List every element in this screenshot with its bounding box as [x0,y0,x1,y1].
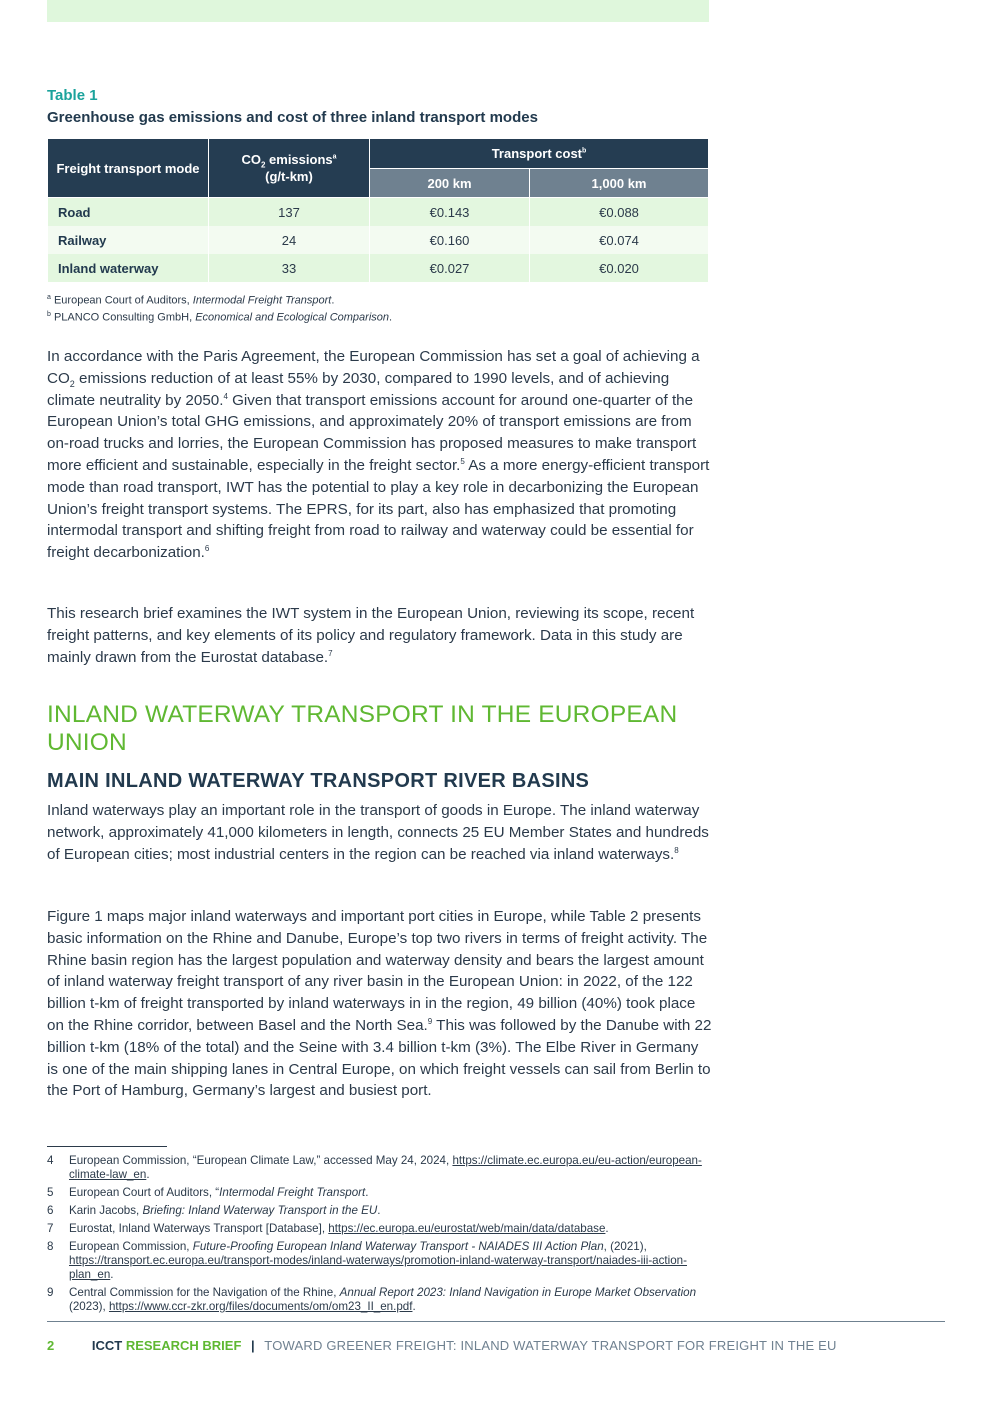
table-note-a: $^a$ European Court of Auditors, Intermodal Freight Transport. [47,294,335,307]
header-co2-emissions: $CO_2$ emissions$^a$ (g/t-km) [209,139,370,198]
header-freight-mode: Freight transport mode [48,139,209,198]
cell-cost-1000: €0.088 [530,198,709,227]
footnote-divider [47,1146,167,1147]
top-green-band [47,0,709,22]
footnote-link[interactable]: https://transport.ec.europa.eu/transport-modes/inland-waterways/promotion-inland-waterway-transport/naiades-iii-action-plan_en [69,1254,687,1281]
footer-separator: | [251,1338,255,1353]
page-footer [47,1338,837,1353]
paragraph-research-brief: This research brief examines the IWT system in the European Union, reviewing its scope, recent freight patterns, and key elements of its policy and regulatory framework. Data in this study are mainly drawn from the Eurostat database.$^7$ [47,605,695,666]
footnotes [47,1154,727,1318]
header-200km: 200 km [370,169,530,198]
cell-co2: 137 [209,198,370,227]
paragraph-inland-waterways: Inland waterways play an important role in the transport of goods in Europe. The inland waterway network, approximately 41,000 kilometers in length, connects 25 EU Member States and hundreds of European cities; most industrial centers in the region can be reached via inland waterways.$^8$ [47,802,709,863]
footnote-item: 4 European Commission, “European Climate Law,” accessed May 24, 2024, https://climate.ec.europa.eu/eu-action/european-climate-law_en. [47,1154,702,1181]
footnote-link[interactable]: https://climate.ec.europa.eu/eu-action/european-climate-law_en [69,1154,702,1181]
table-note-b: $^b$ PLANCO Consulting GmbH, Economical and Ecological Comparison. [47,310,393,324]
paragraph-paris-agreement: In accordance with the Paris Agreement, the European Commission has set a goal of achieving a $CO_2$ emissions reduction of at least 55% by 2030, compared to 1990 levels, and of achieving climate neutrality by 2050.$^4$ Given that transport emissions account for around one-quarter of the European Union’s total GHG emissions, and approximately 20% of transport emissions are from on-road trucks and lorries, the European Commission has proposed measures to make transport more efficient and sustainable, especially in the freight sector.$^5$ As a more energy-efficient transport mode than road transport, IWT has the potential to play a key role in decarbonizing the European Union’s freight transport systems. The EPRS, for its part, also has emphasized that promoting intermodal transport and shifting freight from road to railway and waterway could be essential for freight decarbonization.$^6$ [47,348,710,562]
table-label: Table 1 [47,87,98,104]
cell-mode: Railway [48,226,209,254]
cell-mode: Inland waterway [48,254,209,282]
table-row [48,198,709,227]
footer-divider [47,1321,945,1322]
cell-cost-200: €0.143 [370,198,530,227]
cell-cost-1000: €0.020 [530,254,709,282]
cell-mode: Road [48,198,209,227]
table-row [48,226,709,254]
paragraph-figure-1: Figure 1 maps major inland waterways and important port cities in Europe, while Table 2 presents basic information on the Rhine and Danube, Europe’s top two rivers in terms of freight activity. The Rhine basin region has the largest population and waterway density and bears the largest amount of inland waterway freight transport of any river basin in the European Union: in 2022, of the 122 billion t-km of freight transported by inland waterways in in the region, 49 billion (40%) took place on the Rhine corridor, between Basel and the North Sea.$^9$ This was followed by the Danube with 22 billion t-km (18% of the total) and the Seine with 3.4 billion t-km (3%). The Elbe River in Germany is one of the main shipping lanes in Central Europe, on which freight vessels can sail from Berlin to the Port of Hamburg, Germany’s largest and busiest port. [47,908,712,1100]
section-heading: INLAND WATERWAY TRANSPORT IN THE EUROPEAN UNION [47,701,678,756]
subsection-heading: MAIN INLAND WATERWAY TRANSPORT RIVER BASINS [47,770,590,792]
footnote-item: 7 Eurostat, Inland Waterways Transport [Database], https://ec.europa.eu/eurostat/web/main/data/database. [47,1222,609,1235]
footer-series: RESEARCH BRIEF [125,1338,242,1353]
cell-co2: 33 [209,254,370,282]
footnote-link[interactable]: https://www.ccr-zkr.org/files/documents/om/om23_II_en.pdf [108,1300,413,1313]
footer-org: ICCT [91,1338,123,1353]
footnote-link[interactable]: https://ec.europa.eu/eurostat/web/main/data/database [328,1222,606,1235]
table-row [48,254,709,282]
page-number: 2 [47,1338,55,1353]
footnote-item: 8 European Commission, Future-Proofing European Inland Waterway Transport - NAIADES III Action Plan, (2021), https://transport.ec.europa.eu/transport-modes/inland-waterways/promotion-inland-waterway-transport/naiades-iii-action-plan_en. [47,1240,687,1281]
table-notes [47,291,392,324]
emissions-cost-table [47,138,709,282]
footer-doc-title: TOWARD GREENER FREIGHT: INLAND WATERWAY TRANSPORT FOR FREIGHT IN THE EU [264,1338,837,1353]
cell-cost-200: €0.027 [370,254,530,282]
footnote-item: 6 Karin Jacobs, Briefing: Inland Waterway Transport in the EU. [47,1204,381,1217]
footnote-item: 9 Central Commission for the Navigation of the Rhine, Annual Report 2023: Inland Navigation in Europe Market Observation (2023), https://www.ccr-zkr.org/files/documents/om/om23_II_en.pdf. [47,1286,697,1313]
cell-cost-200: €0.160 [370,226,530,254]
cell-cost-1000: €0.074 [530,226,709,254]
header-transport-cost: Transport cost$^b$ [370,139,709,169]
header-1000km: 1,000 km [530,169,709,198]
table-title: Greenhouse gas emissions and cost of three inland transport modes [47,109,538,126]
cell-co2: 24 [209,226,370,254]
footnote-item: 5 European Court of Auditors, “Intermodal Freight Transport. [47,1186,369,1199]
